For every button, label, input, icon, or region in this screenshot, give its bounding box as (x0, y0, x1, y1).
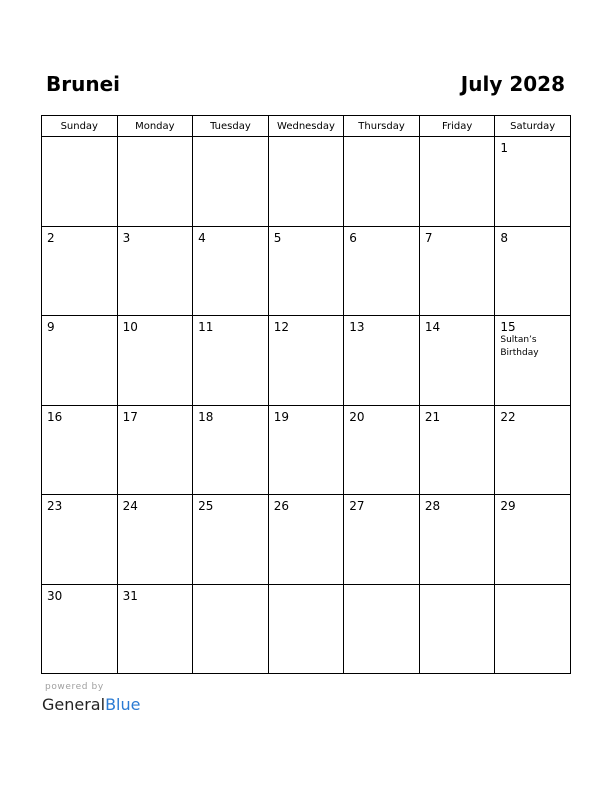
day-number: 17 (122, 409, 138, 424)
day-number (193, 585, 268, 589)
day-cell (117, 226, 193, 316)
weekday-header-saturday: Saturday (495, 116, 571, 137)
day-cell (42, 137, 118, 227)
day-number (420, 585, 495, 589)
day-cell (344, 584, 420, 674)
day-number: 29 (500, 499, 516, 513)
day-number: 11 (198, 320, 214, 334)
day-cell (193, 316, 269, 406)
weekday-header-sunday: Sunday (42, 116, 118, 137)
day-number: 12 (273, 320, 289, 334)
day-cell (495, 137, 571, 227)
week-row (42, 137, 571, 227)
day-cell (42, 405, 118, 495)
day-number: 25 (198, 499, 214, 513)
day-number: 5 (273, 230, 282, 245)
day-cell (268, 495, 344, 585)
day-number (193, 137, 268, 141)
day-number (269, 137, 344, 141)
day-cell (117, 137, 193, 227)
day-cell (193, 405, 269, 495)
day-number: 9 (47, 320, 55, 334)
day-cell (419, 137, 495, 227)
day-cell (268, 316, 344, 406)
day-cell (193, 584, 269, 674)
week-row (42, 495, 571, 585)
day-number: 30 (47, 588, 63, 603)
day-cell (117, 584, 193, 674)
day-cell (117, 316, 193, 406)
weekday-header-friday: Friday (419, 116, 495, 137)
day-cell (344, 316, 420, 406)
week-row (42, 316, 571, 406)
weekday-header-tuesday: Tuesday (193, 116, 269, 137)
weekday-header-thursday: Thursday (344, 116, 420, 137)
day-number (118, 137, 193, 141)
generalblue-logo[interactable] (42, 695, 140, 715)
day-number (344, 585, 419, 589)
day-cell (42, 316, 118, 406)
day-number: 3 (122, 230, 131, 245)
day-cell (193, 137, 269, 227)
day-number: 23 (47, 499, 63, 513)
holiday-label: Sultan’s Birthday (500, 335, 539, 358)
month-year-title: July 2028 (460, 72, 565, 96)
weekday-header-row (42, 116, 571, 137)
day-number: 24 (122, 499, 138, 513)
day-cell (268, 584, 344, 674)
day-number: 7 (424, 230, 433, 245)
day-cell (193, 226, 269, 316)
week-row (42, 226, 571, 316)
day-number (269, 585, 344, 589)
day-cell (495, 405, 571, 495)
day-cell (117, 405, 193, 495)
day-number: 2 (47, 230, 55, 245)
weekday-header-wednesday: Wednesday (268, 116, 344, 137)
day-number: 27 (349, 499, 365, 513)
day-number: 28 (424, 499, 441, 513)
day-number (420, 137, 495, 141)
day-number: 6 (349, 230, 357, 245)
footer-branding (42, 682, 140, 715)
calendar-grid (41, 115, 571, 674)
day-number: 31 (122, 588, 138, 603)
day-cell (193, 495, 269, 585)
day-cell (42, 584, 118, 674)
day-cell (268, 405, 344, 495)
week-row (42, 405, 571, 495)
day-cell (268, 226, 344, 316)
day-number: 14 (424, 320, 441, 334)
day-cell (344, 226, 420, 316)
day-number: 8 (500, 230, 509, 245)
day-number: 22 (500, 409, 516, 424)
day-number (42, 137, 117, 141)
day-cell (42, 495, 118, 585)
day-cell (419, 405, 495, 495)
day-cell (268, 137, 344, 227)
day-cell (495, 495, 571, 585)
day-number: 1 (500, 141, 509, 155)
country-title: Brunei (46, 72, 121, 96)
day-cell (495, 226, 571, 316)
day-number (344, 137, 419, 141)
day-number: 15 (500, 320, 516, 334)
day-number: 19 (273, 409, 289, 424)
day-number (495, 585, 570, 589)
day-number: 16 (47, 409, 63, 424)
day-number: 13 (349, 320, 365, 334)
brand-general-text: General (42, 695, 106, 714)
day-cell (419, 316, 495, 406)
day-cell (42, 226, 118, 316)
day-cell (495, 584, 571, 674)
day-number: 26 (273, 499, 289, 513)
day-cell (344, 137, 420, 227)
day-number: 20 (349, 409, 365, 424)
week-row (42, 584, 571, 674)
day-cell (419, 495, 495, 585)
day-cell (117, 495, 193, 585)
day-cell (419, 584, 495, 674)
day-number: 10 (122, 320, 138, 334)
powered-by-text: powered by (45, 682, 104, 692)
day-number: 4 (198, 230, 206, 245)
day-number: 18 (198, 409, 214, 424)
day-cell (419, 226, 495, 316)
day-cell (344, 405, 420, 495)
weekday-header-monday: Monday (117, 116, 193, 137)
calendar-body (42, 137, 571, 674)
brand-blue-text: Blue (105, 695, 141, 714)
day-number: 21 (424, 409, 441, 424)
day-cell (495, 316, 571, 406)
day-cell (344, 495, 420, 585)
